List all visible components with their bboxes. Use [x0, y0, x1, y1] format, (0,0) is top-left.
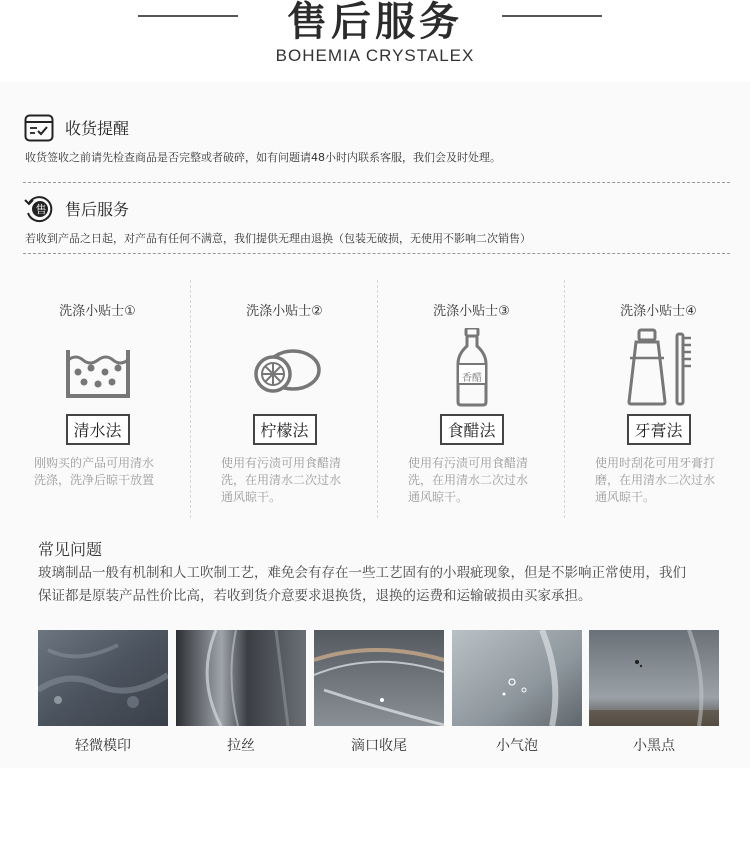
tip-description-line: 通风晾干。 [595, 490, 656, 504]
tip-description-line: 磨，在用清水二次过水 [595, 473, 716, 487]
faq-text-line: 玻璃制品一般有机制和人工吹制工艺，难免会有存在一些工艺固有的小瑕疵现象，但是不影响正常使用，我们 [38, 565, 686, 581]
after-sales-title: 售后服务 [65, 200, 130, 219]
tip-description [595, 455, 715, 506]
defect-photo-caption: 小气泡 [496, 738, 538, 754]
defect-photo-drawing-lines [176, 630, 306, 726]
tip-description [408, 455, 528, 506]
checklist-box-icon [23, 112, 55, 144]
method-label: 清水法 [65, 414, 129, 445]
page-header [0, 0, 750, 80]
tip-description-line: 使用有污渍可用食醋清 [221, 456, 342, 470]
defect-photo-item [589, 630, 719, 755]
method-label: 牙膏法 [626, 414, 690, 445]
tip-title: 洗涤小贴士① [59, 304, 136, 319]
tip-description-line: 通风晾干。 [408, 490, 469, 504]
tip-description-line: 刚购买的产品可用清水 [34, 456, 155, 470]
header-right-rule [502, 15, 602, 17]
tip-description-line: 洗涤，洗净后晾干放置 [34, 473, 155, 487]
defect-photo-small-black-dots [589, 630, 719, 726]
receipt-reminder-title: 收货提醒 [65, 119, 130, 138]
section-divider [23, 182, 730, 183]
tip-description-line: 通风晾干。 [221, 490, 282, 504]
defect-photo-small-bubbles [452, 630, 582, 726]
water-basin-icon [58, 328, 138, 408]
washing-tip-2 [191, 280, 378, 520]
after-sales-text: 若收到产品之日起，对产品有任何不满意，我们提供无理由退换（包装无破损，无使用不影响二次销售） [25, 232, 531, 245]
defect-photo-caption: 滴口收尾 [351, 738, 407, 754]
brand-name: BOHEMIA CRYSTALEX [275, 46, 475, 65]
defect-photo-caption: 轻微模印 [75, 738, 131, 754]
vinegar-bottle-icon [432, 328, 512, 408]
defect-photo-drip-tail [314, 630, 444, 726]
method-label: 食醋法 [439, 414, 503, 445]
lemon-icon [245, 328, 325, 408]
defect-photo-item [314, 630, 444, 755]
vinegar-bottle-label: 香醋 [462, 373, 482, 384]
tip-title: 洗涤小贴士② [246, 304, 323, 319]
tip-description-line: 洗，在用清水二次过水 [408, 473, 529, 487]
defect-photo-caption: 小黑点 [633, 738, 675, 754]
section-divider [23, 253, 730, 254]
faq-text-line: 保证都是原装产品性价比高，若收到货介意要求退换货，退换的运费和运输破损由买家承担。 [38, 588, 592, 604]
washing-tips [0, 280, 750, 520]
tip-title: 洗涤小贴士③ [433, 304, 510, 319]
washing-tip-3 [378, 280, 565, 520]
defect-photo-caption: 拉丝 [227, 738, 255, 754]
defect-photo-gallery [38, 630, 719, 755]
washing-tip-4 [565, 280, 750, 520]
tip-description-line: 使用时刮花可用牙膏打 [595, 456, 716, 470]
faq-text [38, 562, 728, 608]
tip-description [221, 455, 341, 506]
page-title: 售后服务 [287, 0, 463, 45]
tip-title: 洗涤小贴士④ [620, 304, 697, 319]
washing-tip-1 [4, 280, 191, 520]
defect-photo-item [176, 630, 306, 755]
defect-photo-item [452, 630, 582, 755]
faq-title: 常见问题 [38, 540, 103, 559]
after-sales-icon-glyph: 售 [35, 203, 47, 216]
tip-description-line: 洗，在用清水二次过水 [221, 473, 342, 487]
toothpaste-brush-icon [619, 328, 699, 408]
defect-photo-mold-mark [38, 630, 168, 726]
receipt-reminder-text: 收货签收之前请先检查商品是否完整或者破碎，如有问题请48小时内联系客服，我们会及时处理。 [25, 151, 501, 164]
defect-photo-item [38, 630, 168, 755]
tip-description-line: 使用有污渍可用食醋清 [408, 456, 529, 470]
tip-description [34, 455, 154, 489]
method-label: 柠檬法 [252, 414, 316, 445]
